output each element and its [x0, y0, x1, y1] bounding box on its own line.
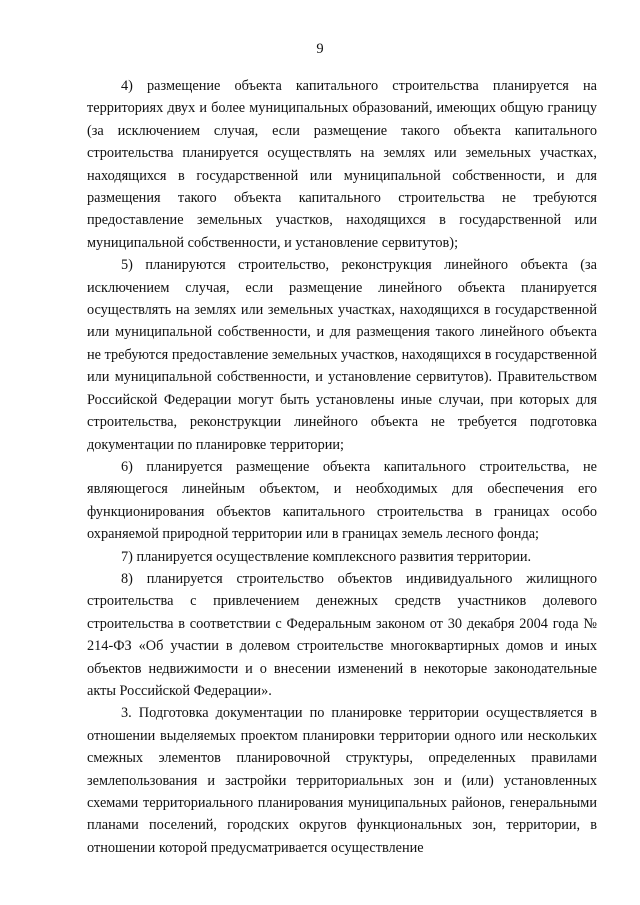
- page-number: 9: [316, 41, 324, 57]
- paragraph-item-7: 7) планируется осуществление комплексного развития территории.: [121, 548, 532, 565]
- paragraph-item-6: 6) планируется размещение объекта капитального строительства, не являющегося линейным объектом, и необходимых для обеспечения его функционирования объектов капитального строительства в границах особо охраняемой природной территории или в границах земель лесного фонда;: [87, 458, 597, 543]
- document-body: [87, 75, 597, 859]
- paragraph-item-8: 8) планируется строительство объектов индивидуального жилищного строительства с привлечением денежных средств участников долевого строительства в соответствии с Федеральным законом от 30 декабря 2004 года № 214-ФЗ «Об участии в долевом строительстве многоквартирных домов и иных объектов недвижимости и о внесении изменений в некоторые законодательные акты Российской Федерации».: [87, 570, 597, 699]
- paragraph-item-4: 4) размещение объекта капитального строительства планируется на территориях двух и более муниципальных образований, имеющих общую границу (за исключением случая, если размещение такого объекта капитального строительства планируется осуществлять на землях или земельных участках, находящихся в государственной или муниципальной собственности, и для размещения такого объекта капитального строительства не требуются предоставление земельных участков, находящихся в государственной или муниципальной собственности, и установление сервитутов);: [87, 78, 597, 251]
- paragraph-item-5: 5) планируются строительство, реконструкция линейного объекта (за исключением случая, если размещение линейного объекта планируется осуществлять на землях или земельных участках, находящихся в государственной или муниципальной собственности, и для размещения такого линейного объекта не требуются предоставление земельных участков, находящихся в государственной или муниципальной собственности, и установление сервитутов). Правительством Российской Федерации могут быть установлены иные случаи, при которых для строительства, реконструкции линейного объекта не требуется подготовка документации по планировке территории;: [87, 257, 597, 453]
- paragraph-section-3: 3. Подготовка документации по планировке территории осуществляется в отношении выделяемых проектом планировки территории одного или нескольких смежных элементов планировочной структуры, определенных правилами землепользования и застройки территориальных зон и (или) установленных схемами территориального планирования муниципальных районов, генеральными планами поселений, городских округов функциональных зон, территории, в отношении которой предусматривается осуществление: [87, 705, 597, 856]
